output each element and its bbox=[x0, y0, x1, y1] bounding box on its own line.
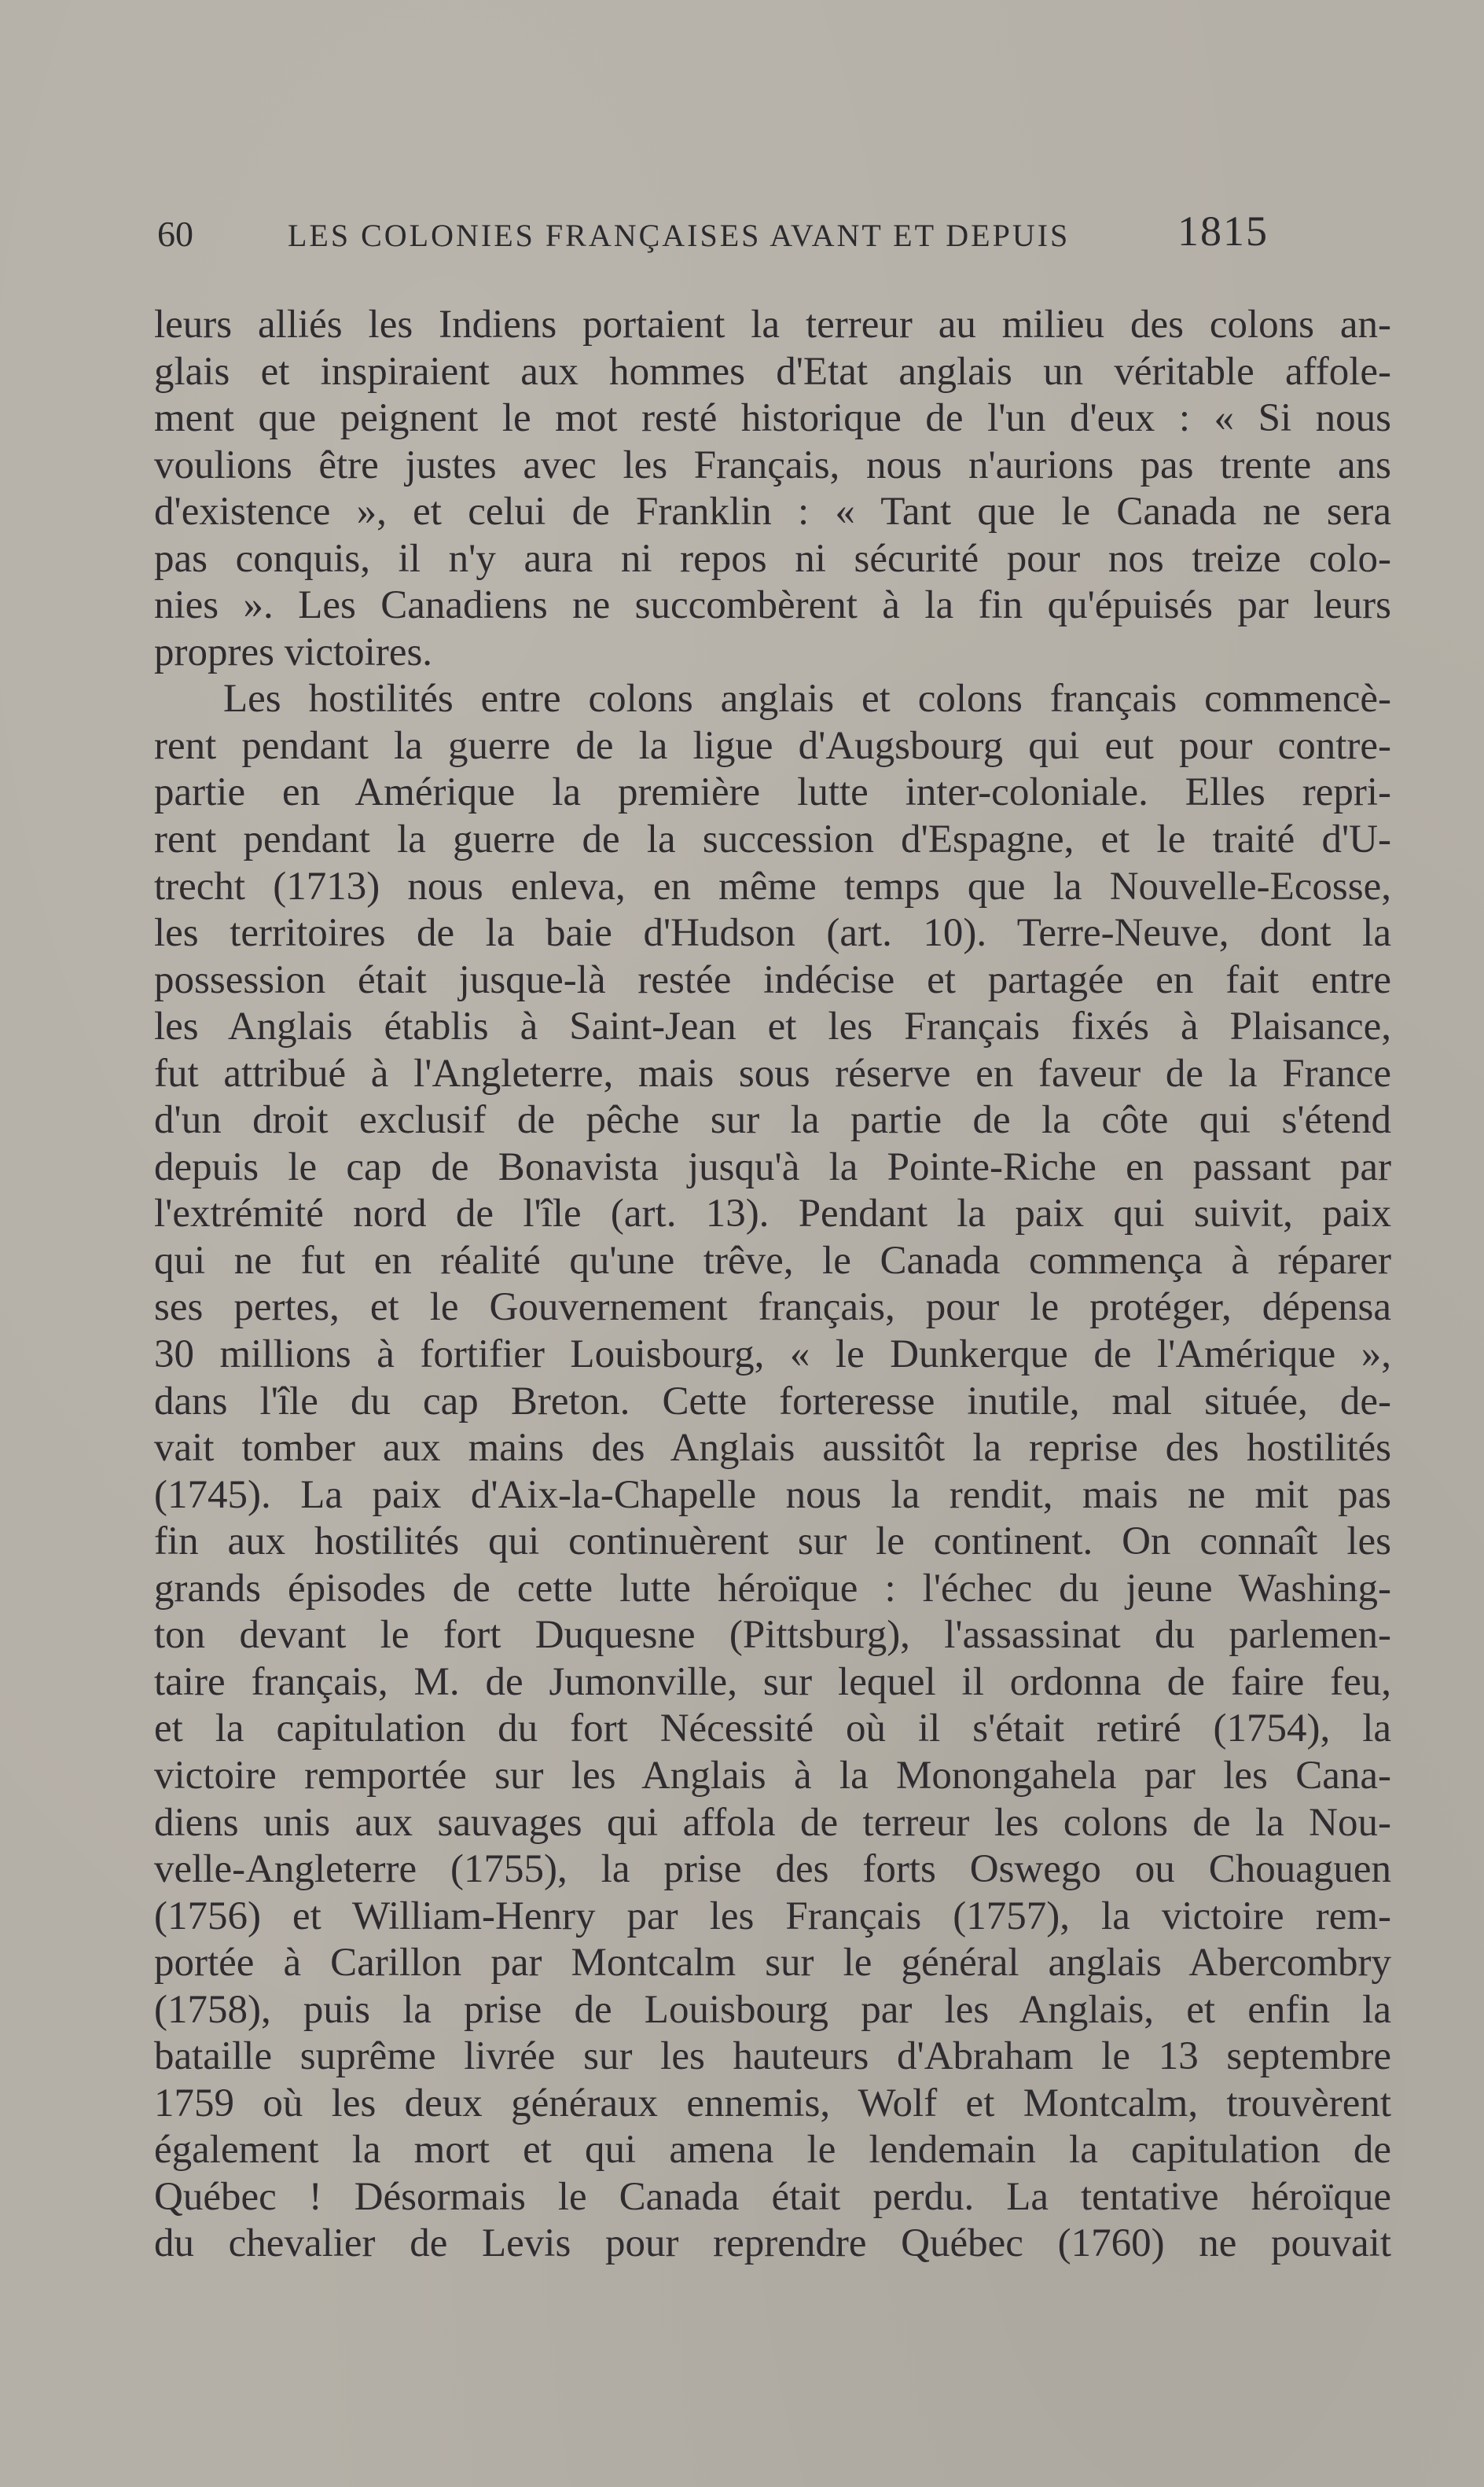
paragraph-last-line: propres victoires. bbox=[154, 630, 433, 674]
text-line: les territoires de la baie d'Hudson (art. 10). Terre-Neuve, dont la bbox=[154, 911, 1391, 956]
text-line: ton devant le fort Duquesne (Pittsburg), l'assassinat du parlemen- bbox=[154, 1613, 1391, 1658]
text-line: 30 millions à fortifier Louisbourg, « le Dunkerque de l'Amérique », bbox=[154, 1332, 1391, 1377]
text-line: (1745). La paix d'Aix-la-Chapelle nous la rendit, mais ne mit pas bbox=[154, 1472, 1391, 1517]
text-line: glais et inspiraient aux hommes d'Etat anglais un véritable affole- bbox=[154, 349, 1391, 394]
text-line: pas conquis, il n'y aura ni repos ni sécurité pour nos treize colo- bbox=[154, 536, 1391, 581]
text-line: fut attribué à l'Angleterre, mais sous réserve en faveur de la France bbox=[154, 1051, 1391, 1096]
body-text bbox=[154, 302, 1391, 2268]
text-line: ses pertes, et le Gouvernement français, pour le protéger, dépensa bbox=[154, 1285, 1391, 1330]
running-title-year: 1815 bbox=[1177, 208, 1269, 255]
text-line: bataille suprême livrée sur les hauteurs d'Abraham le 13 septembre bbox=[154, 2034, 1391, 2079]
text-line: dans l'île du cap Breton. Cette forteresse inutile, mal située, de- bbox=[154, 1379, 1391, 1424]
running-header bbox=[157, 208, 1289, 258]
text-line: qui ne fut en réalité qu'une trêve, le Canada commença à réparer bbox=[154, 1238, 1391, 1283]
text-line: et la capitulation du fort Nécessité où il s'était retiré (1754), la bbox=[154, 1706, 1391, 1751]
text-line: (1758), puis la prise de Louisbourg par les Anglais, et enfin la bbox=[154, 1987, 1391, 2032]
text-line: fin aux hostilités qui continuèrent sur le continent. On connaît les bbox=[154, 1519, 1391, 1564]
text-line: également la mort et qui amena le lendemain la capitulation de bbox=[154, 2128, 1391, 2173]
text-line: portée à Carillon par Montcalm sur le général anglais Abercombry bbox=[154, 1941, 1391, 1986]
text-line: trecht (1713) nous enleva, en même temps que la Nouvelle-Ecosse, bbox=[154, 864, 1391, 909]
text-line: voulions être justes avec les Français, nous n'aurions pas trente ans bbox=[154, 443, 1391, 487]
text-line: ment que peignent le mot resté historique de l'un d'eux : « Si nous bbox=[154, 396, 1391, 441]
text-line: taire français, M. de Jumonville, sur lequel il ordonna de faire feu, bbox=[154, 1659, 1391, 1704]
text-line: possession était jusque-là restée indécise et partagée en fait entre bbox=[154, 957, 1391, 1002]
page-number: 60 bbox=[157, 214, 193, 254]
text-line: d'existence », et celui de Franklin : « Tant que le Canada ne sera bbox=[154, 490, 1391, 535]
running-title: LES COLONIES FRANÇAISES AVANT ET DEPUIS bbox=[288, 218, 1071, 253]
text-line: victoire remportée sur les Anglais à la Monongahela par les Cana- bbox=[154, 1753, 1391, 1798]
text-line: vait tomber aux mains des Anglais aussitôt la reprise des hostilités bbox=[154, 1426, 1391, 1471]
text-line: les Anglais établis à Saint-Jean et les Français fixés à Plaisance, bbox=[154, 1005, 1391, 1049]
text-line: 1759 où les deux généraux ennemis, Wolf et Montcalm, trouvèrent bbox=[154, 2081, 1391, 2125]
text-line: depuis le cap de Bonavista jusqu'à la Pointe-Riche en passant par bbox=[154, 1144, 1391, 1189]
text-line: velle-Angleterre (1755), la prise des forts Oswego ou Chouaguen bbox=[154, 1847, 1391, 1892]
text-line: diens unis aux sauvages qui affola de terreur les colons de la Nou- bbox=[154, 1800, 1391, 1845]
text-line: d'un droit exclusif de pêche sur la partie de la côte qui s'étend bbox=[154, 1098, 1391, 1143]
text-line: rent pendant la guerre de la ligue d'Augsbourg qui eut pour contre- bbox=[154, 723, 1391, 768]
text-line: du chevalier de Levis pour reprendre Québec (1760) ne pouvait bbox=[154, 2221, 1391, 2266]
text-line: l'extrémité nord de l'île (art. 13). Pendant la paix qui suivit, paix bbox=[154, 1192, 1391, 1236]
text-line: grands épisodes de cette lutte héroïque : l'échec du jeune Washing- bbox=[154, 1566, 1391, 1611]
text-line: nies ». Les Canadiens ne succombèrent à la fin qu'épuisés par leurs bbox=[154, 583, 1391, 628]
text-line: partie en Amérique la première lutte inter-coloniale. Elles repri- bbox=[154, 770, 1391, 815]
paragraph-first-line: Les hostilités entre colons anglais et colons français commencè- bbox=[223, 677, 1391, 722]
text-line: (1756) et William-Henry par les Français (1757), la victoire rem- bbox=[154, 1894, 1391, 1938]
text-line: Québec ! Désormais le Canada était perdu. La tentative héroïque bbox=[154, 2174, 1391, 2219]
text-line: leurs alliés les Indiens portaient la terreur au milieu des colons an- bbox=[154, 303, 1391, 347]
text-line: rent pendant la guerre de la succession d'Espagne, et le traité d'U- bbox=[154, 817, 1391, 862]
